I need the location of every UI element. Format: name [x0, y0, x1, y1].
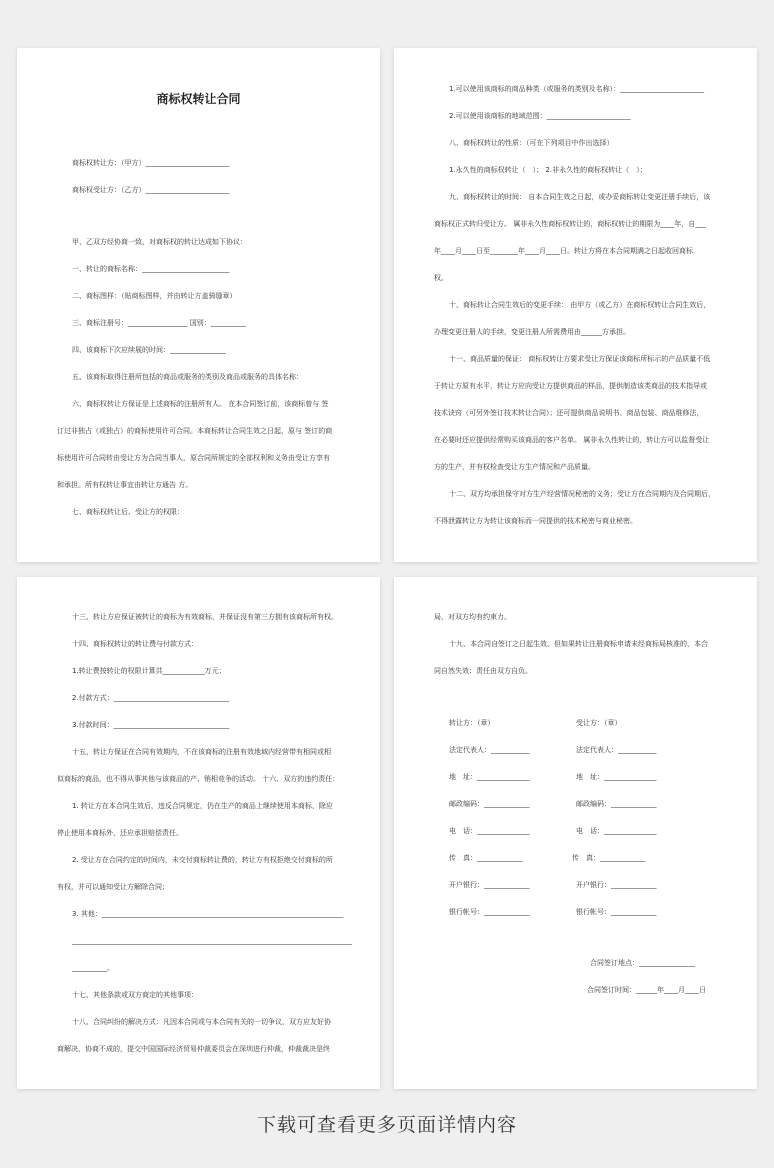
text-line: 十八、合同纠纷的解决方式：凡因本合同或与本合同有关的一切争议，双方应友好协	[72, 1018, 331, 1026]
transferee-seal-label: 受让方：（章）	[576, 719, 622, 727]
text-line: ________________________________________________________________________________	[72, 937, 352, 945]
document-page-1	[17, 48, 380, 562]
transferor-phone: 电 话：_______________	[449, 827, 530, 835]
text-line: 不得泄露转让方为转让该商标而一同提供的技术秘密与商业秘密。	[434, 517, 637, 525]
transferor-seal-label: 转让方：（章）	[449, 719, 495, 727]
text-line: 十二、双方均承担保守对方生产经营情况秘密的义务；受让方在合同期内及合同期后，	[449, 490, 715, 498]
text-line: 十四、商标权转让的转让费与付款方式：	[72, 640, 198, 648]
text-line: 四、该商标下次应续展的时间：________________	[72, 346, 226, 354]
text-line: 似商标的商品，也不得从事其他与该商品的产、销相竞争的活动。 十六、双方的违约责任：	[57, 775, 340, 783]
transferor-postcode: 邮政编码：_____________	[449, 800, 530, 808]
text-line: 一、转让的商标名称：_________________________	[72, 265, 230, 273]
text-line: 办理变更注册人的手续，变更注册人所需费用由______方承担。	[434, 328, 630, 336]
text-line: 十三、转让方应保证被转让的商标为有效商标，并保证没有第三方拥有该商标所有权。	[72, 613, 338, 621]
transferor-bank: 开户银行：_____________	[449, 881, 530, 889]
text-line: 商标权转让方：（甲方）________________________	[72, 159, 230, 167]
transferee-phone: 电 话：_______________	[576, 827, 657, 835]
text-line: 3.付款时间：_________________________________	[72, 721, 230, 729]
text-line: 三、商标注册号：_________________ 国别：__________	[72, 319, 246, 327]
text-line: 十、商标转让合同生效后的变更手续： 由甲方（或乙方）在商标权转让合同生效后，	[449, 301, 711, 309]
text-line: 商标权受让方：（乙方）________________________	[72, 186, 230, 194]
text-line: 权。	[434, 274, 448, 282]
document-page-2	[394, 48, 757, 562]
text-line: 2.付款方式：_________________________________	[72, 694, 230, 702]
transferor-address: 地 址：_______________	[449, 773, 530, 781]
text-line: 有权，并可以通知受让方解除合同；	[57, 883, 169, 891]
signing-place: 合同签订地点：________________	[590, 959, 695, 967]
transferee-postcode: 邮政编码：_____________	[576, 800, 657, 808]
text-line: 3. 其他：_____________________________________________________________________	[72, 910, 344, 918]
text-line: 方的生产，并有权检查受让方生产情况和产品质量。	[434, 463, 595, 471]
transferee-representative: 法定代表人：___________	[576, 746, 657, 754]
document-title: 商标权转让合同	[156, 92, 241, 106]
text-line: __________。	[72, 964, 114, 972]
text-line: 年____月____日至________年____月____日。转让方将在本合同期满之日起收回商标	[434, 247, 693, 255]
text-line: 同自然失效；责任由双方自负。	[434, 667, 532, 675]
text-line: 1.可以使用该商标的商品种类（或服务的类别及名称）：________________________	[449, 85, 705, 93]
text-line: 1. 转让方在本合同生效后，违反合同规定，仍在生产的商品上继续使用本商标，除应	[72, 802, 333, 810]
text-line: 局，对双方均有约束力。	[434, 613, 511, 621]
transferee-bank: 开户银行：_____________	[576, 881, 657, 889]
text-line: 五、该商标取得注册所包括的商品或服务的类别及商品或服务的具体名称：	[72, 373, 303, 381]
transferor-account: 银行帐号：_____________	[449, 908, 530, 916]
document-page-4	[394, 577, 757, 1089]
text-line: 停止使用本商标外，还应承担赔偿责任。	[57, 829, 183, 837]
text-line: 六、商标权转让方保证是上述商标的注册所有人。 在本合同签订前，该商标曾与 签	[72, 400, 329, 408]
download-caption: 下载可查看更多页面详情内容	[256, 1114, 517, 1136]
text-line: 1.永久性的商标权转让（ ）； 2.非永久性的商标权转让（ ）；	[449, 166, 647, 174]
text-line: 八、商标权转让的性质：（可在下列项目中作出选择）	[449, 139, 614, 147]
text-line: 订过非独占（或独占）的商标使用许可合同。本商标转让合同生效之日起，原与 签订的商	[57, 427, 333, 435]
transferee-fax: 传 真：_____________	[572, 854, 646, 862]
text-line: 十五、转让方保证在合同有效期内，不在该商标的注册有效地域内经营带有相同或相	[72, 748, 331, 756]
transferee-account: 银行帐号：_____________	[576, 908, 657, 916]
text-line: 2. 受让方在合同约定的时间内，未交付商标转让费的，转让方有权拒绝交付商标的所	[72, 856, 333, 864]
transferor-representative: 法定代表人：___________	[449, 746, 530, 754]
document-page-3	[17, 577, 380, 1089]
text-line: 九、商标权转让的时间： 自本合同生效之日起，或办妥商标转让变更注册手续后，该	[449, 193, 711, 201]
text-line: 和承担。所有权转让事宜由转让方通告 方。	[57, 481, 193, 489]
transferor-fax: 传 真：_____________	[449, 854, 523, 862]
text-line: 在必要时还应提供经常购买该商品的客户名单。 属非永久性转让的，转让方可以监督受让	[434, 436, 710, 444]
signing-date: 合同签订时间：______年____月____日	[587, 986, 706, 994]
text-line: 十九、本合同自签订之日起生效。但如果转让注册商标申请未经商标局核准的，本合	[449, 640, 708, 648]
text-line: 1.转让费按转让的权限计算共____________万元；	[72, 667, 226, 675]
text-line: 技术诀窍（可另外签订技术转让合同）；还可提供商品说明书、商品包装、商品维修法，	[434, 409, 704, 417]
text-line: 二、商标图样：（贴商标图样，并由转让方盖骑缝章）	[72, 292, 237, 300]
text-line: 七、商标权转让后、受让方的权限：	[72, 508, 184, 516]
text-line: 于转让方原有水平，转让方应向受让方提供商品的样品，提供制造该类商品的技术指导或	[434, 382, 707, 390]
text-line: 标使用许可合同转由受让方为合同当事人，原合同所规定的全部权利和义务由受让方享有	[57, 454, 330, 462]
transferee-address: 地 址：_______________	[576, 773, 657, 781]
text-line: 十一、商品质量的保证： 商标权转让方要求受让方保证该商标所标示的产品质量不低	[449, 355, 711, 363]
text-line: 商标权正式转归受让方。 属非永久性商标权转让的，商标权转让的期限为____年，自___	[434, 220, 706, 228]
text-line: 2.可以使用该商标的地域范围：________________________	[449, 112, 631, 120]
text-line: 甲、乙双方经协商一致，对商标权的转让达成如下协议：	[72, 238, 247, 246]
text-line: 十七、其他条款或双方商定的其他事项：	[72, 991, 198, 999]
text-line: 商解决，协商不成的，提交中国国际经济贸易仲裁委员会在深圳进行仲裁，仲裁裁决是终	[57, 1045, 330, 1053]
